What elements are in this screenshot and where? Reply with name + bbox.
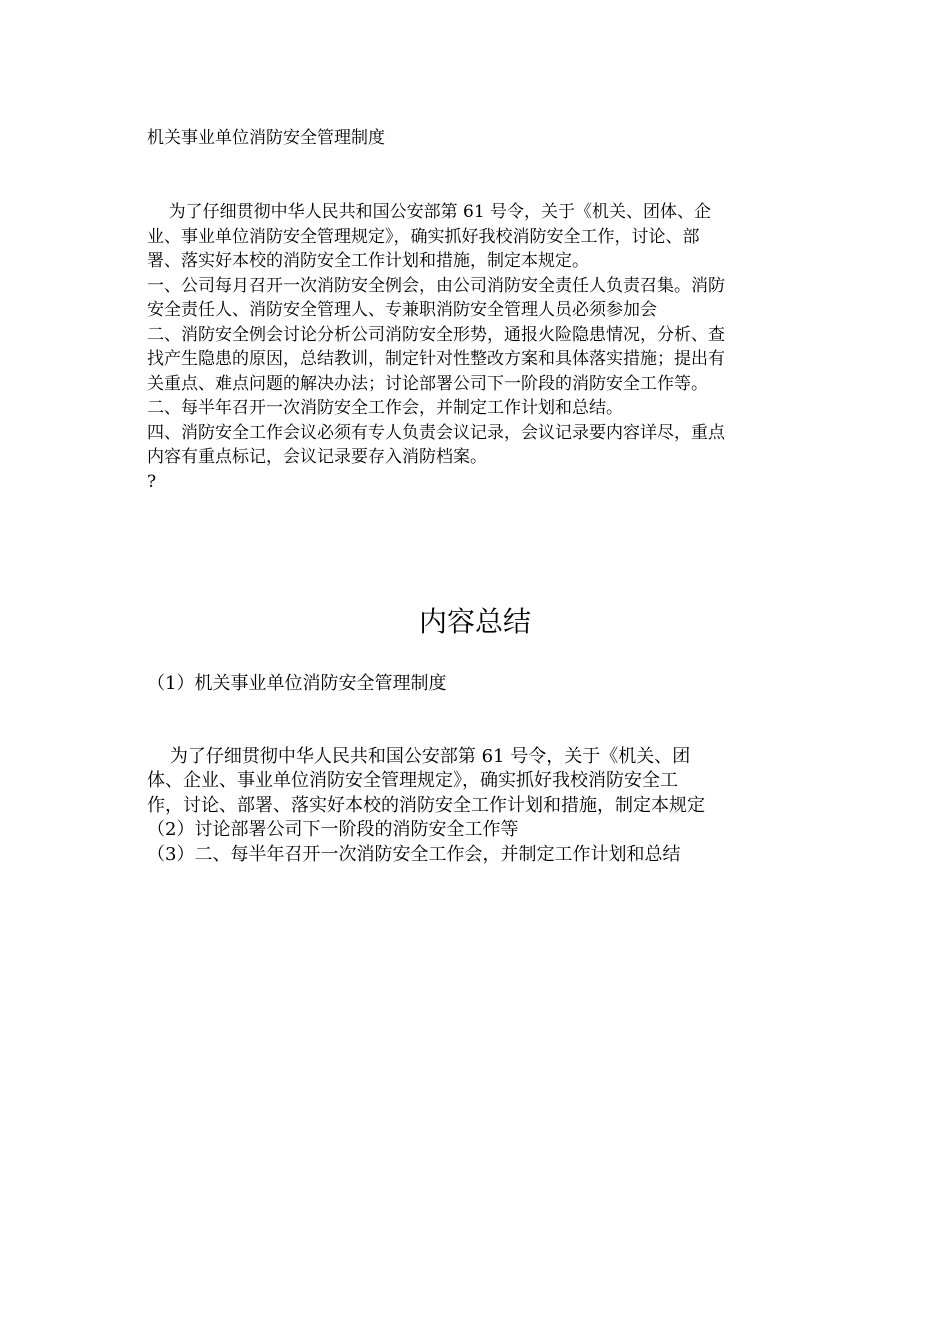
body-line: 关重点、难点问题的解决办法；讨论部署公司下一阶段的消防安全工作等。 xyxy=(147,373,708,394)
summary-item-1: （1）机关事业单位消防安全管理制度 xyxy=(147,673,447,694)
body-line: 业、事业单位消防安全管理规定》，确实抓好我校消防安全工作，讨论、部 xyxy=(147,226,700,247)
body-line: 二、每半年召开一次消防安全工作会，并制定工作计划和总结。 xyxy=(147,398,623,418)
body-line: 署、落实好本校的消防安全工作计划和措施，制定本规定。 xyxy=(147,251,589,271)
summary-list xyxy=(147,672,802,867)
body-line: 内容有重点标记，会议记录要存入消防档案。 xyxy=(147,447,487,467)
body-line: ? xyxy=(147,471,157,492)
summary-item-1-body-line: 为了仔细贯彻中华人民共和国公安部第 61 号令，关于《机关、团 xyxy=(147,745,691,767)
body-line: 为了仔细贯彻中华人民共和国公安部第 61 号令，关于《机关、团体、企 xyxy=(147,202,712,222)
document-body xyxy=(147,200,802,494)
summary-item-3: （3）二、每半年召开一次消防安全工作会，并制定工作计划和总结 xyxy=(147,843,681,865)
spacer xyxy=(147,697,802,745)
body-line: 找产生隐患的原因，总结教训，制定针对性整改方案和具体落实措施；提出有 xyxy=(147,349,725,369)
summary-heading: 内容总结 xyxy=(418,605,531,638)
summary-item-2: （2）讨论部署公司下一阶段的消防安全工作等 xyxy=(147,819,519,840)
summary-item-1-body-line: 体、企业、事业单位消防安全管理规定》，确实抓好我校消防安全工 xyxy=(147,770,678,791)
body-line: 安全责任人、消防安全管理人、专兼职消防安全管理人员必须参加会 xyxy=(147,300,657,320)
body-line: 二、消防安全例会讨论分析公司消防安全形势，通报火险隐患情况，分析、查 xyxy=(147,324,725,345)
body-line: 四、消防安全工作会议必须有专人负责会议记录，会议记录要内容详尽，重点 xyxy=(147,422,725,443)
body-line: 一、公司每月召开一次消防安全例会，由公司消防安全责任人负责召集。消防 xyxy=(147,275,725,296)
document-title: 机关事业单位消防安全管理制度 xyxy=(147,128,385,148)
summary-item-1-body-line: 作，讨论、部署、落实好本校的消防安全工作计划和措施，制定本规定 xyxy=(147,794,705,816)
